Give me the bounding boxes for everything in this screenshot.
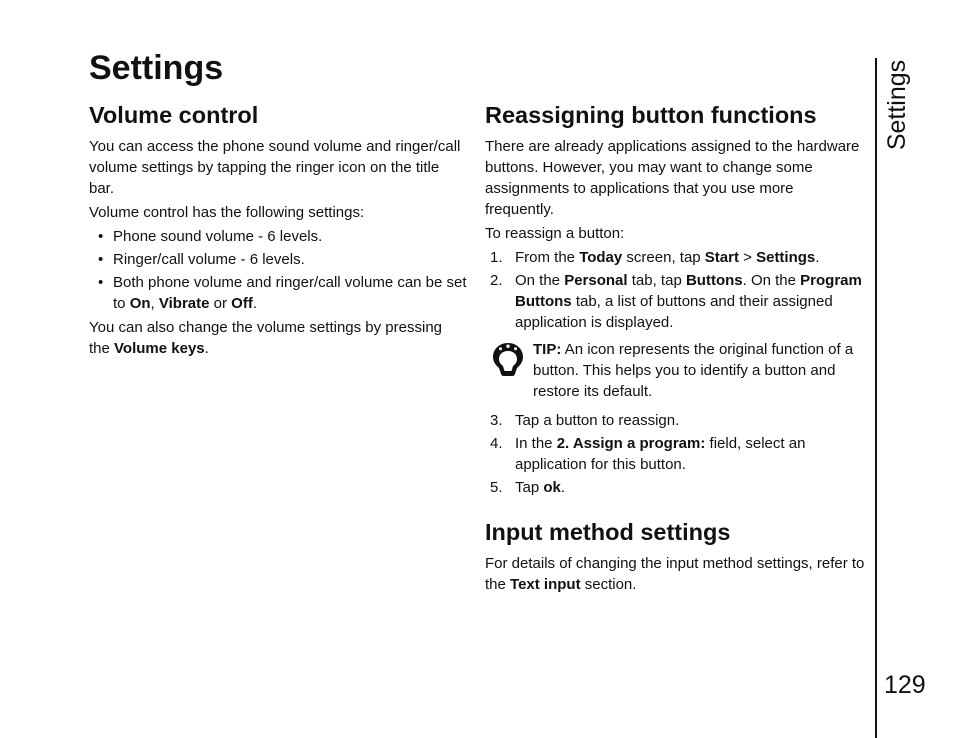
side-tab	[880, 57, 914, 152]
text: or	[209, 295, 232, 312]
right-column	[485, 100, 865, 598]
section-spacer	[485, 501, 865, 517]
bold-today: Today	[579, 249, 623, 266]
volume-control-heading: Volume control	[89, 102, 259, 128]
text: For details of changing the input method settings, refer to the	[485, 555, 865, 593]
text: In the	[515, 435, 557, 452]
bold-assign-program: 2. Assign a program:	[556, 435, 706, 452]
text: From the	[515, 249, 580, 266]
text: section.	[580, 576, 637, 593]
text: screen, tap	[622, 249, 705, 266]
page-number: 129	[884, 671, 926, 699]
text: On the	[515, 272, 565, 289]
text: >	[738, 249, 757, 266]
bold-settings: Settings	[756, 249, 816, 266]
input-method-text	[485, 553, 865, 595]
step-1	[485, 247, 865, 268]
step-number: 2.	[490, 272, 503, 289]
step-number: 3.	[490, 412, 503, 429]
bold-program-buttons: Program Buttons	[515, 272, 862, 310]
step-4	[485, 433, 865, 475]
volume-settings-list	[89, 226, 467, 314]
text: .	[204, 340, 209, 357]
reassign-intro: There are already applications assigned to the hardware buttons. However, you may want to change some assignments to applications that you use more frequently.	[485, 138, 860, 218]
left-column	[89, 100, 467, 362]
text: . On the	[742, 272, 801, 289]
input-method-heading: Input method settings	[485, 519, 731, 545]
bold-ok: ok	[543, 479, 561, 496]
list-item: • Ringer/call volume - 6 levels.	[89, 249, 467, 270]
step-number: 1.	[490, 249, 503, 266]
text: .	[252, 295, 257, 312]
step-number: 5.	[490, 479, 503, 496]
reassign-steps-continued	[485, 410, 865, 498]
step-number: 4.	[490, 435, 503, 452]
text: Both phone volume and ringer/call volume can be set to	[113, 274, 467, 312]
text: ,	[150, 295, 159, 312]
side-divider	[875, 58, 877, 738]
text: You can also change the volume settings by pressing the	[89, 319, 443, 357]
bold-text-input: Text input	[510, 576, 581, 593]
reassign-lead: To reassign a button:	[485, 225, 625, 242]
list-item	[89, 272, 467, 314]
text: .	[560, 479, 566, 496]
lightbulb-icon	[490, 341, 526, 377]
page-title: Settings	[89, 49, 224, 87]
text: Tap	[515, 479, 544, 496]
bold-personal: Personal	[564, 272, 628, 289]
volume-control-outro	[89, 317, 467, 359]
volume-control-lead: Volume control has the following settings:	[89, 204, 365, 221]
step-2	[485, 270, 865, 333]
text: tab, tap	[627, 272, 686, 289]
step-5	[485, 477, 865, 498]
tip-text: An icon represents the original function of a button. This helps you to identify a button and restore its default.	[533, 341, 854, 400]
tip-box	[485, 339, 865, 402]
text: Tap a button to reassign.	[515, 412, 680, 429]
list-item: • Phone sound volume - 6 levels.	[89, 226, 467, 247]
reassign-steps	[485, 247, 865, 333]
side-tab-label: Settings	[883, 59, 911, 150]
volume-control-intro: You can access the phone sound volume and ringer/call volume settings by tapping the ringer icon on the title bar.	[89, 138, 461, 197]
text: field, select an application for this button.	[515, 435, 806, 473]
bold-start: Start	[704, 249, 739, 266]
bold-on: On	[129, 295, 151, 312]
bold-vibrate: Vibrate	[158, 295, 210, 312]
bold-buttons: Buttons	[685, 272, 743, 289]
tip-label: TIP:	[533, 341, 562, 358]
step-3	[485, 410, 865, 431]
reassign-heading: Reassigning button functions	[485, 102, 817, 128]
bold-off: Off	[231, 295, 253, 312]
text: .	[815, 249, 820, 266]
text: tab, a list of buttons and their assigned application is displayed.	[515, 293, 833, 331]
bold-volume-keys: Volume keys	[114, 340, 205, 357]
